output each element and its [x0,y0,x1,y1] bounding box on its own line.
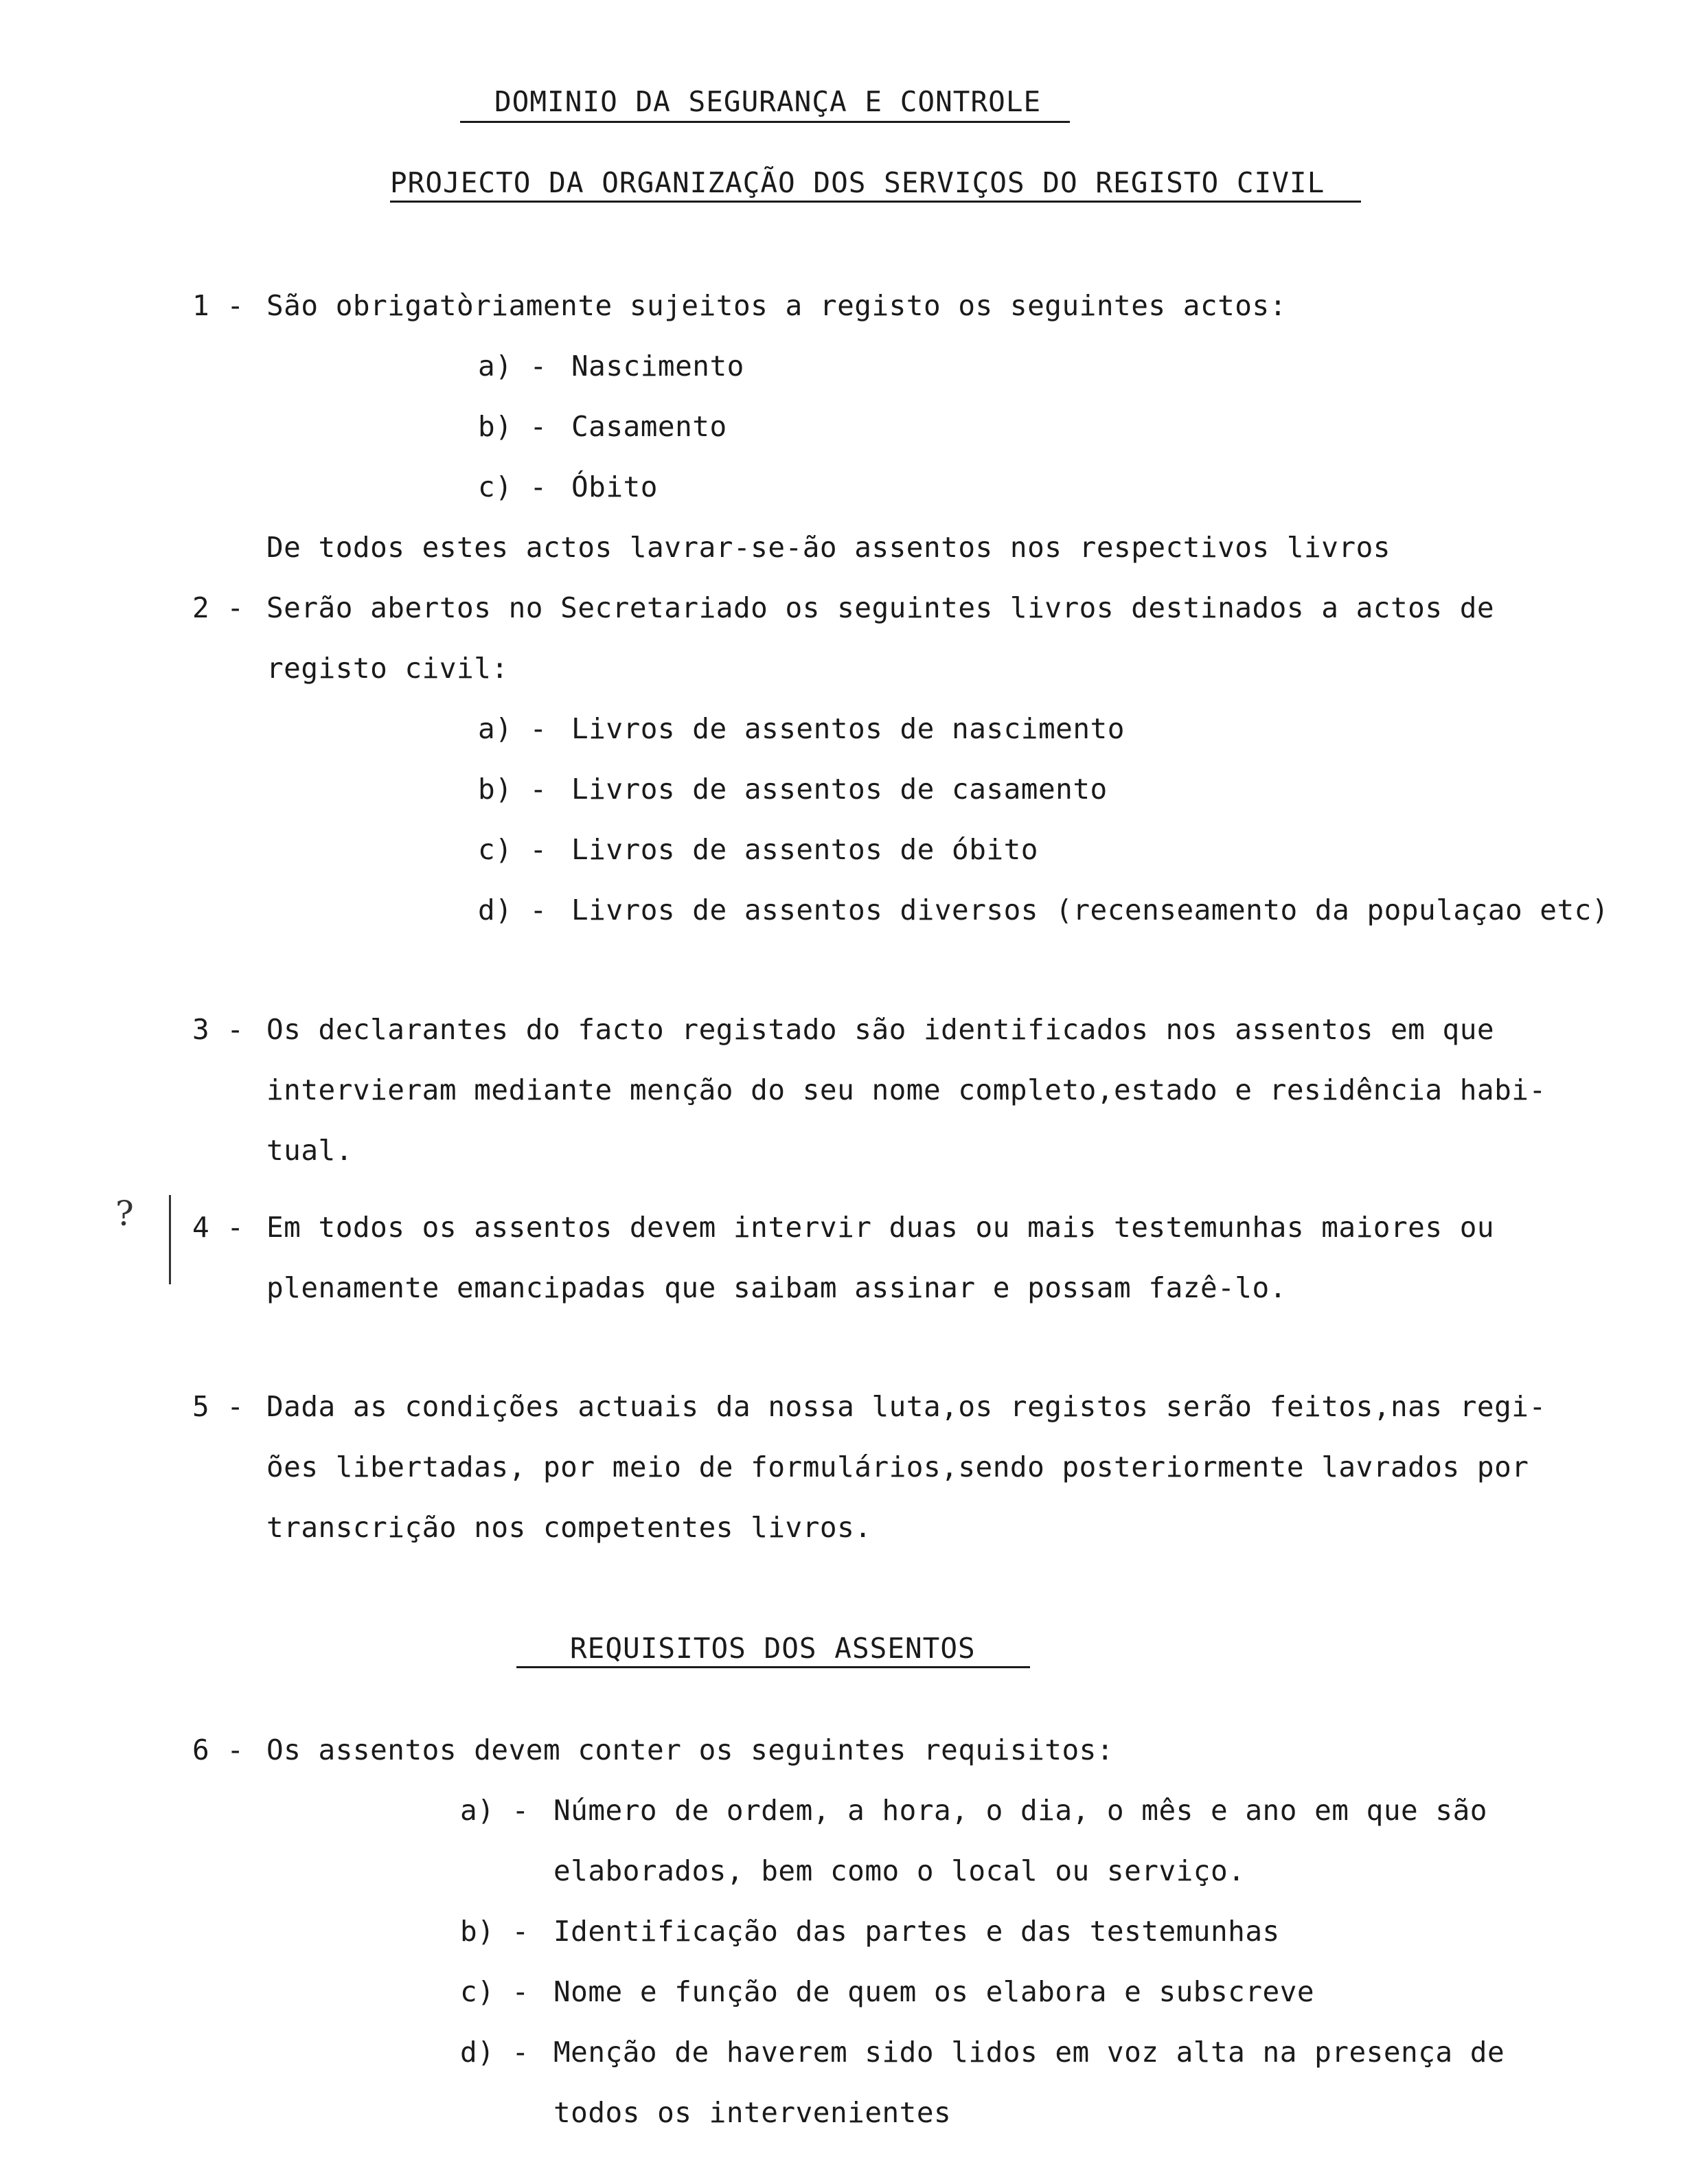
sub-item-text: Nascimento [571,350,744,383]
sub-item-label: c) - [460,1975,529,2008]
sub-item-text: Livros de assentos diversos (recenseamento da populaçao etc) [571,894,1610,926]
item-text-line: tual. [266,1134,353,1167]
sub-item-text: todos os intervenientes [553,2096,952,2129]
item-text-line: intervieram mediante menção do seu nome completo,estado e residência habi- [266,1073,1546,1106]
sub-item-text: Número de ordem, a hora, o dia, o mês e ano em que são [553,1794,1487,1827]
title-underline [460,121,1070,123]
document-subtitle: PROJECTO DA ORGANIZAÇÃO DOS SERVIÇOS DO REGISTO CIVIL [390,166,1325,199]
item-text-line: registo civil: [266,652,509,685]
sub-item-text: Nome e função de quem os elabora e subscreve [553,1975,1315,2008]
item-text-line: De todos estes actos lavrar-se-ão assentos nos respectivos livros [266,531,1391,564]
sub-item-text: Identificação das partes e das testemunhas [553,1915,1280,1948]
item-text-line: Serão abertos no Secretariado os seguintes livros destinados a actos de [266,591,1495,624]
item-number: 3 - [192,1013,244,1046]
sub-item-text: Livros de assentos de óbito [571,833,1038,866]
item-number: 2 - [192,591,244,624]
sub-item-label: b) - [460,1915,529,1948]
sub-item-label: c) - [478,470,547,503]
item-text-line: Em todos os assentos devem intervir duas ou mais testemunhas maiores ou [266,1211,1495,1244]
item-text-line: Dada as condições actuais da nossa luta,os registos serão feitos,nas regi- [266,1390,1546,1423]
item-text-line: São obrigatòriamente sujeitos a registo os seguintes actos: [266,289,1287,322]
sub-item-label: a) - [478,350,547,383]
sub-item-label: a) - [478,712,547,745]
sub-item-label: d) - [478,894,547,926]
sub-item-text: Livros de assentos de nascimento [571,712,1125,745]
section-title: REQUISITOS DOS ASSENTOS [570,1632,976,1665]
item-number: 5 - [192,1390,244,1423]
item-number: 1 - [192,289,244,322]
handwritten-bracket-line [169,1195,174,1284]
item-text-line: transcrição nos competentes livros. [266,1511,872,1544]
sub-item-label: b) - [478,773,547,806]
sub-item-label: c) - [478,833,547,866]
sub-item-text: Livros de assentos de casamento [571,773,1108,806]
sub-item-text: elaborados, bem como o local ou serviço. [553,1854,1246,1887]
handwritten-bracket-mark: ? [115,1194,134,1233]
item-number: 4 - [192,1211,244,1244]
item-number: 6 - [192,1733,244,1766]
item-text-line: plenamente emancipadas que saibam assinar e possam fazê-lo. [266,1271,1287,1304]
item-text-line: Os assentos devem conter os seguintes requisitos: [266,1733,1114,1766]
section-title-underline [516,1666,1030,1668]
item-text-line: ões libertadas, por meio de formulários,sendo posteriormente lavrados por [266,1451,1529,1483]
sub-item-label: d) - [460,2036,529,2069]
sub-item-text: Casamento [571,410,727,443]
sub-item-label: a) - [460,1794,529,1827]
subtitle-underline [390,201,1361,203]
sub-item-label: b) - [478,410,547,443]
sub-item-text: Menção de haverem sido lidos em voz alta na presença de [553,2036,1505,2069]
document-title: DOMINIO DA SEGURANÇA E CONTROLE [494,85,1042,118]
sub-item-text: Óbito [571,470,658,503]
item-text-line: Os declarantes do facto registado são identificados nos assentos em que [266,1013,1495,1046]
